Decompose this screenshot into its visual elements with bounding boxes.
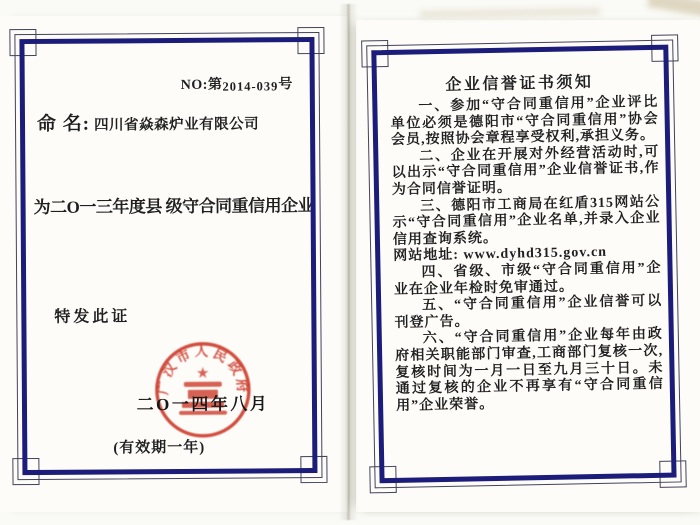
validity-note: (有效期一年) — [113, 439, 206, 457]
scan-smudge — [420, 7, 600, 18]
notice-paragraph-2: 二、企业在开展对外经营活动时,可以出示“守合同重信用”企业信誉证书,作为合同信誉证明。 — [391, 144, 660, 198]
frame-inner-border — [371, 45, 676, 484]
scan-smudge — [647, 0, 700, 17]
notice-paragraph-1: 一、参加“守合同重信用”企业评比单位必须是德阳市“守合同重信用”协会会员,按照协会章程享受权利,承担义务。 — [390, 94, 659, 149]
notice-paragraph-3: 三、德阳市工商局在红盾315网站公示“守合同重信用”企业名单,并录入企业信用查询系统。 — [392, 194, 661, 248]
serial-suffix: 号 — [278, 77, 293, 93]
notice-paragraph-4: 四、省级、市级“守合同重信用”企业在企业年检时免审通过。 — [393, 260, 662, 298]
award-title: 为二O一三年度县 级守合同重信用企业 — [33, 196, 315, 217]
seal-arc-text: 广汉市人民政府 — [155, 343, 251, 397]
booklet-fold-crease — [339, 4, 358, 520]
notice-paragraph-5: 五、“守合同重信用”企业信誉可以刊登广告。 — [394, 293, 663, 331]
notice-title: 企业信誉证书须知 — [445, 74, 594, 94]
issue-date: 二O一四年八月 — [136, 394, 270, 415]
serial-prefix: NO:第 — [180, 77, 223, 93]
website-address: 网站地址: www.dyhd315.gov.cn — [393, 245, 608, 265]
svg-text:★: ★ — [195, 365, 210, 382]
issue-statement: 特发此证 — [54, 308, 131, 326]
certificate-right-page — [356, 20, 700, 512]
name-label: 命 名: — [36, 113, 91, 135]
serial-digits: 2014-039 — [222, 79, 279, 94]
notice-paragraph-6: 六、“守合同重信用”企业每年由政府相关职能部门审查,工商部门复核一次,复核时间为一月一日至九月三十日。未通过复核的企业不再享有“守合同重信用”企业荣誉。 — [395, 327, 664, 414]
border-frame-right — [366, 40, 681, 489]
company-name: 四川省焱森炉业有限公司 — [94, 116, 260, 134]
certificate-left-page — [0, 16, 348, 512]
